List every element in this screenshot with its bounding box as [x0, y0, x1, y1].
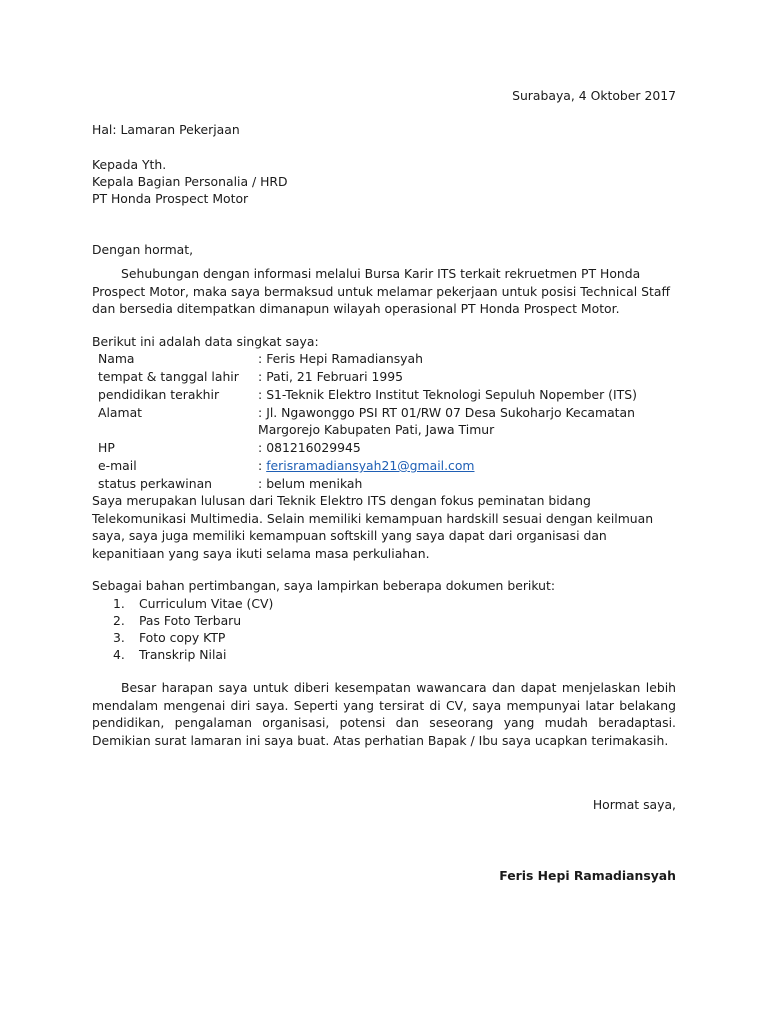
attachment-item: Curriculum Vitae (CV)	[139, 596, 274, 611]
salutation: Dengan hormat,	[92, 242, 194, 257]
data-value-birth: : Pati, 21 Februari 1995	[258, 369, 404, 384]
email-link[interactable]: ferisramadiansyah21@gmail.com	[266, 458, 475, 473]
data-label-education: pendidikan terakhir	[98, 387, 220, 402]
attachment-number: 2.	[113, 613, 125, 628]
data-label-email: e-mail	[98, 458, 137, 473]
data-value-name: : Feris Hepi Ramadiansyah	[258, 351, 423, 366]
attachment-number: 1.	[113, 596, 125, 611]
recipient-line-2: Kepala Bagian Personalia / HRD	[92, 174, 288, 189]
subject-line: Hal: Lamaran Pekerjaan	[92, 122, 240, 137]
attachment-item: Foto copy KTP	[139, 630, 226, 645]
attachments-intro: Sebagai bahan pertimbangan, saya lampirkan beberapa dokumen berikut:	[92, 578, 556, 593]
background-paragraph: Saya merupakan lulusan dari Teknik Elektro ITS dengan fokus peminatan bidang Telekomunikasi Multimedia. Selain memiliki kemampuan hardskill sesuai dengan keilmuan saya, saya juga memiliki kemampuan softskill yang saya dapat dari organisasi dan kepanitiaan yang saya ikuti selama masa perkuliahan.	[92, 493, 654, 561]
data-value-address: : Jl. Ngawonggo PSI RT 01/RW 07 Desa Sukoharjo Kecamatan	[258, 405, 635, 420]
attachment-number: 3.	[113, 630, 125, 645]
data-label-phone: HP	[98, 440, 115, 455]
data-label-birth: tempat & tanggal lahir	[98, 369, 239, 384]
closing-paragraph: Besar harapan saya untuk diberi kesempatan wawancara dan dapat menjelaskan lebih mendalam mengenai diri saya. Seperti yang tersirat di CV, saya mempunyai latar belakang pendidikan, pengalaman organisasi, potensi dan seseorang yang mudah beradaptasi. Demikian surat lamaran ini saya buat. Atas perhatian Bapak / Ibu saya ucapkan terimakasih.	[92, 680, 676, 748]
data-value-address-line2: Margorejo Kabupaten Pati, Jawa Timur	[258, 422, 495, 437]
attachment-item: Pas Foto Terbaru	[139, 613, 242, 628]
attachment-number: 4.	[113, 647, 125, 662]
data-intro: Berikut ini adalah data singkat saya:	[92, 334, 319, 349]
intro-paragraph: Sehubungan dengan informasi melalui Bursa Karir ITS terkait rekruetmen PT Honda Prospect Motor, maka saya bermaksud untuk melamar pekerjaan untuk posisi Technical Staff dan bersedia ditempatkan dimanapun wilayah operasional PT Honda Prospect Motor.	[92, 266, 670, 317]
sign-off: Hormat saya,	[592, 797, 676, 812]
recipient-line-1: Kepada Yth.	[92, 157, 167, 172]
data-value-marital: : belum menikah	[258, 476, 363, 491]
date-line: Surabaya, 4 Oktober 2017	[512, 88, 676, 103]
recipient-line-3: PT Honda Prospect Motor	[92, 191, 249, 206]
data-value-email: : ferisramadiansyah21@gmail.com	[258, 458, 475, 473]
attachment-item: Transkrip Nilai	[139, 647, 227, 662]
data-value-education: : S1-Teknik Elektro Institut Teknologi Sepuluh Nopember (ITS)	[258, 387, 637, 402]
data-label-address: Alamat	[98, 405, 143, 420]
data-value-phone: : 081216029945	[258, 440, 361, 455]
signature-name: Feris Hepi Ramadiansyah	[499, 868, 676, 883]
data-label-marital: status perkawinan	[98, 476, 213, 491]
data-label-name: Nama	[98, 351, 135, 366]
